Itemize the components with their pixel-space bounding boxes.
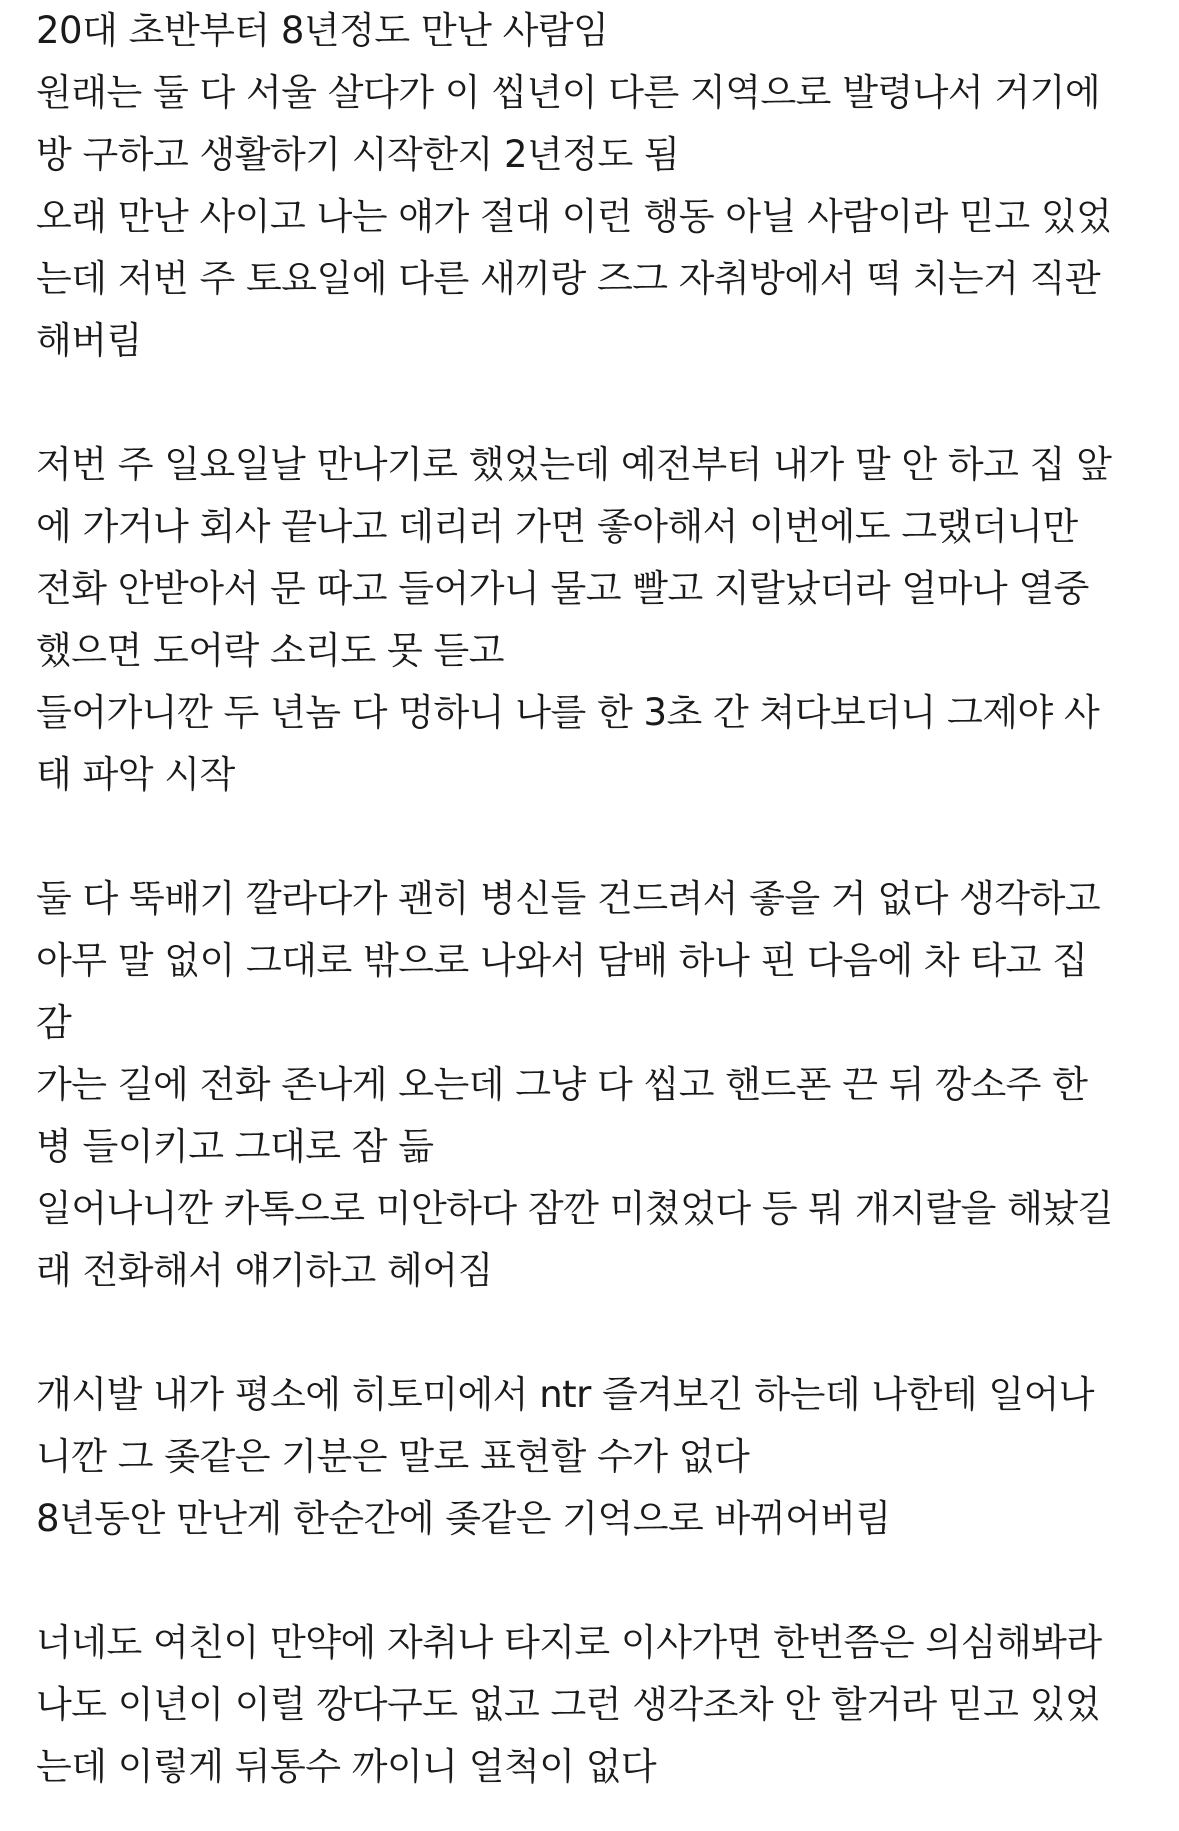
paragraph-spacer	[36, 372, 1156, 434]
paragraph-spacer	[36, 1302, 1156, 1364]
text-line: 감	[36, 1001, 72, 1044]
text-line: 해버림	[36, 319, 142, 362]
text-line: 원래는 둘 다 서울 살다가 이 씹년이 다른 지역으로 발령나서 거기에	[36, 71, 1101, 114]
text-line: 는데 이렇게 뒤통수 까이니 얼척이 없다	[36, 1745, 657, 1788]
text-line: 병 들이키고 그대로 잠 듦	[36, 1125, 434, 1168]
text-line: 너네도 여친이 만약에 자취나 타지로 이사가면 한번쯤은 의심해봐라	[36, 1621, 1102, 1664]
text-line: 저번 주 일요일날 만나기로 했었는데 예전부터 내가 말 안 하고 집 앞	[36, 443, 1112, 486]
text-line: 니깐 그 좆같은 기분은 말로 표현할 수가 없다	[36, 1435, 750, 1478]
paragraph-4	[36, 1364, 1156, 1550]
paragraph-5	[36, 1612, 1156, 1798]
text-line: 일어나니깐 카톡으로 미안하다 잠깐 미쳤었다 등 뭐 개지랄을 해놨길	[36, 1187, 1113, 1230]
document-body	[36, 0, 1156, 1798]
text-line: 전화 안받아서 문 따고 들어가니 물고 빨고 지랄났더라 얼마나 열중	[36, 567, 1089, 610]
paragraph-3	[36, 868, 1156, 1302]
text-line: 가는 길에 전화 존나게 오는데 그냥 다 씹고 핸드폰 끈 뒤 깡소주 한	[36, 1063, 1088, 1106]
paragraph-spacer	[36, 1550, 1156, 1612]
paragraph-spacer	[36, 806, 1156, 868]
text-line: 나도 이년이 이럴 깡다구도 없고 그런 생각조차 안 할거라 믿고 있었	[36, 1683, 1101, 1726]
text-line: 들어가니깐 두 년놈 다 멍하니 나를 한 3초 간 쳐다보더니 그제야 사	[36, 691, 1100, 734]
text-line: 태 파악 시작	[36, 753, 235, 796]
text-line: 에 가거나 회사 끝나고 데리러 가면 좋아해서 이번에도 그랬더니만	[36, 505, 1078, 548]
text-line: 20대 초반부터 8년정도 만난 사람임	[36, 9, 609, 52]
text-line: 래 전화해서 얘기하고 헤어짐	[36, 1249, 493, 1292]
text-line: 둘 다 뚝배기 깔라다가 괜히 병신들 건드려서 좋을 거 없다 생각하고	[36, 877, 1101, 920]
text-line: 개시발 내가 평소에 히토미에서 ntr 즐겨보긴 하는데 나한테 일어나	[36, 1373, 1095, 1416]
text-line: 아무 말 없이 그대로 밖으로 나와서 담배 하나 핀 다음에 차 타고 집	[36, 939, 1088, 982]
text-line: 오래 만난 사이고 나는 얘가 절대 이런 행동 아닐 사람이라 믿고 있었	[36, 195, 1112, 238]
text-line: 방 구하고 생활하기 시작한지 2년정도 됨	[36, 133, 680, 176]
text-line: 는데 저번 주 토요일에 다른 새끼랑 즈그 자취방에서 떡 치는거 직관	[36, 257, 1101, 300]
text-line: 했으면 도어락 소리도 못 듣고	[36, 629, 504, 672]
paragraph-2	[36, 434, 1156, 806]
text-line: 8년동안 만난게 한순간에 좆같은 기억으로 바뀌어버림	[36, 1497, 891, 1540]
paragraph-1	[36, 0, 1156, 372]
